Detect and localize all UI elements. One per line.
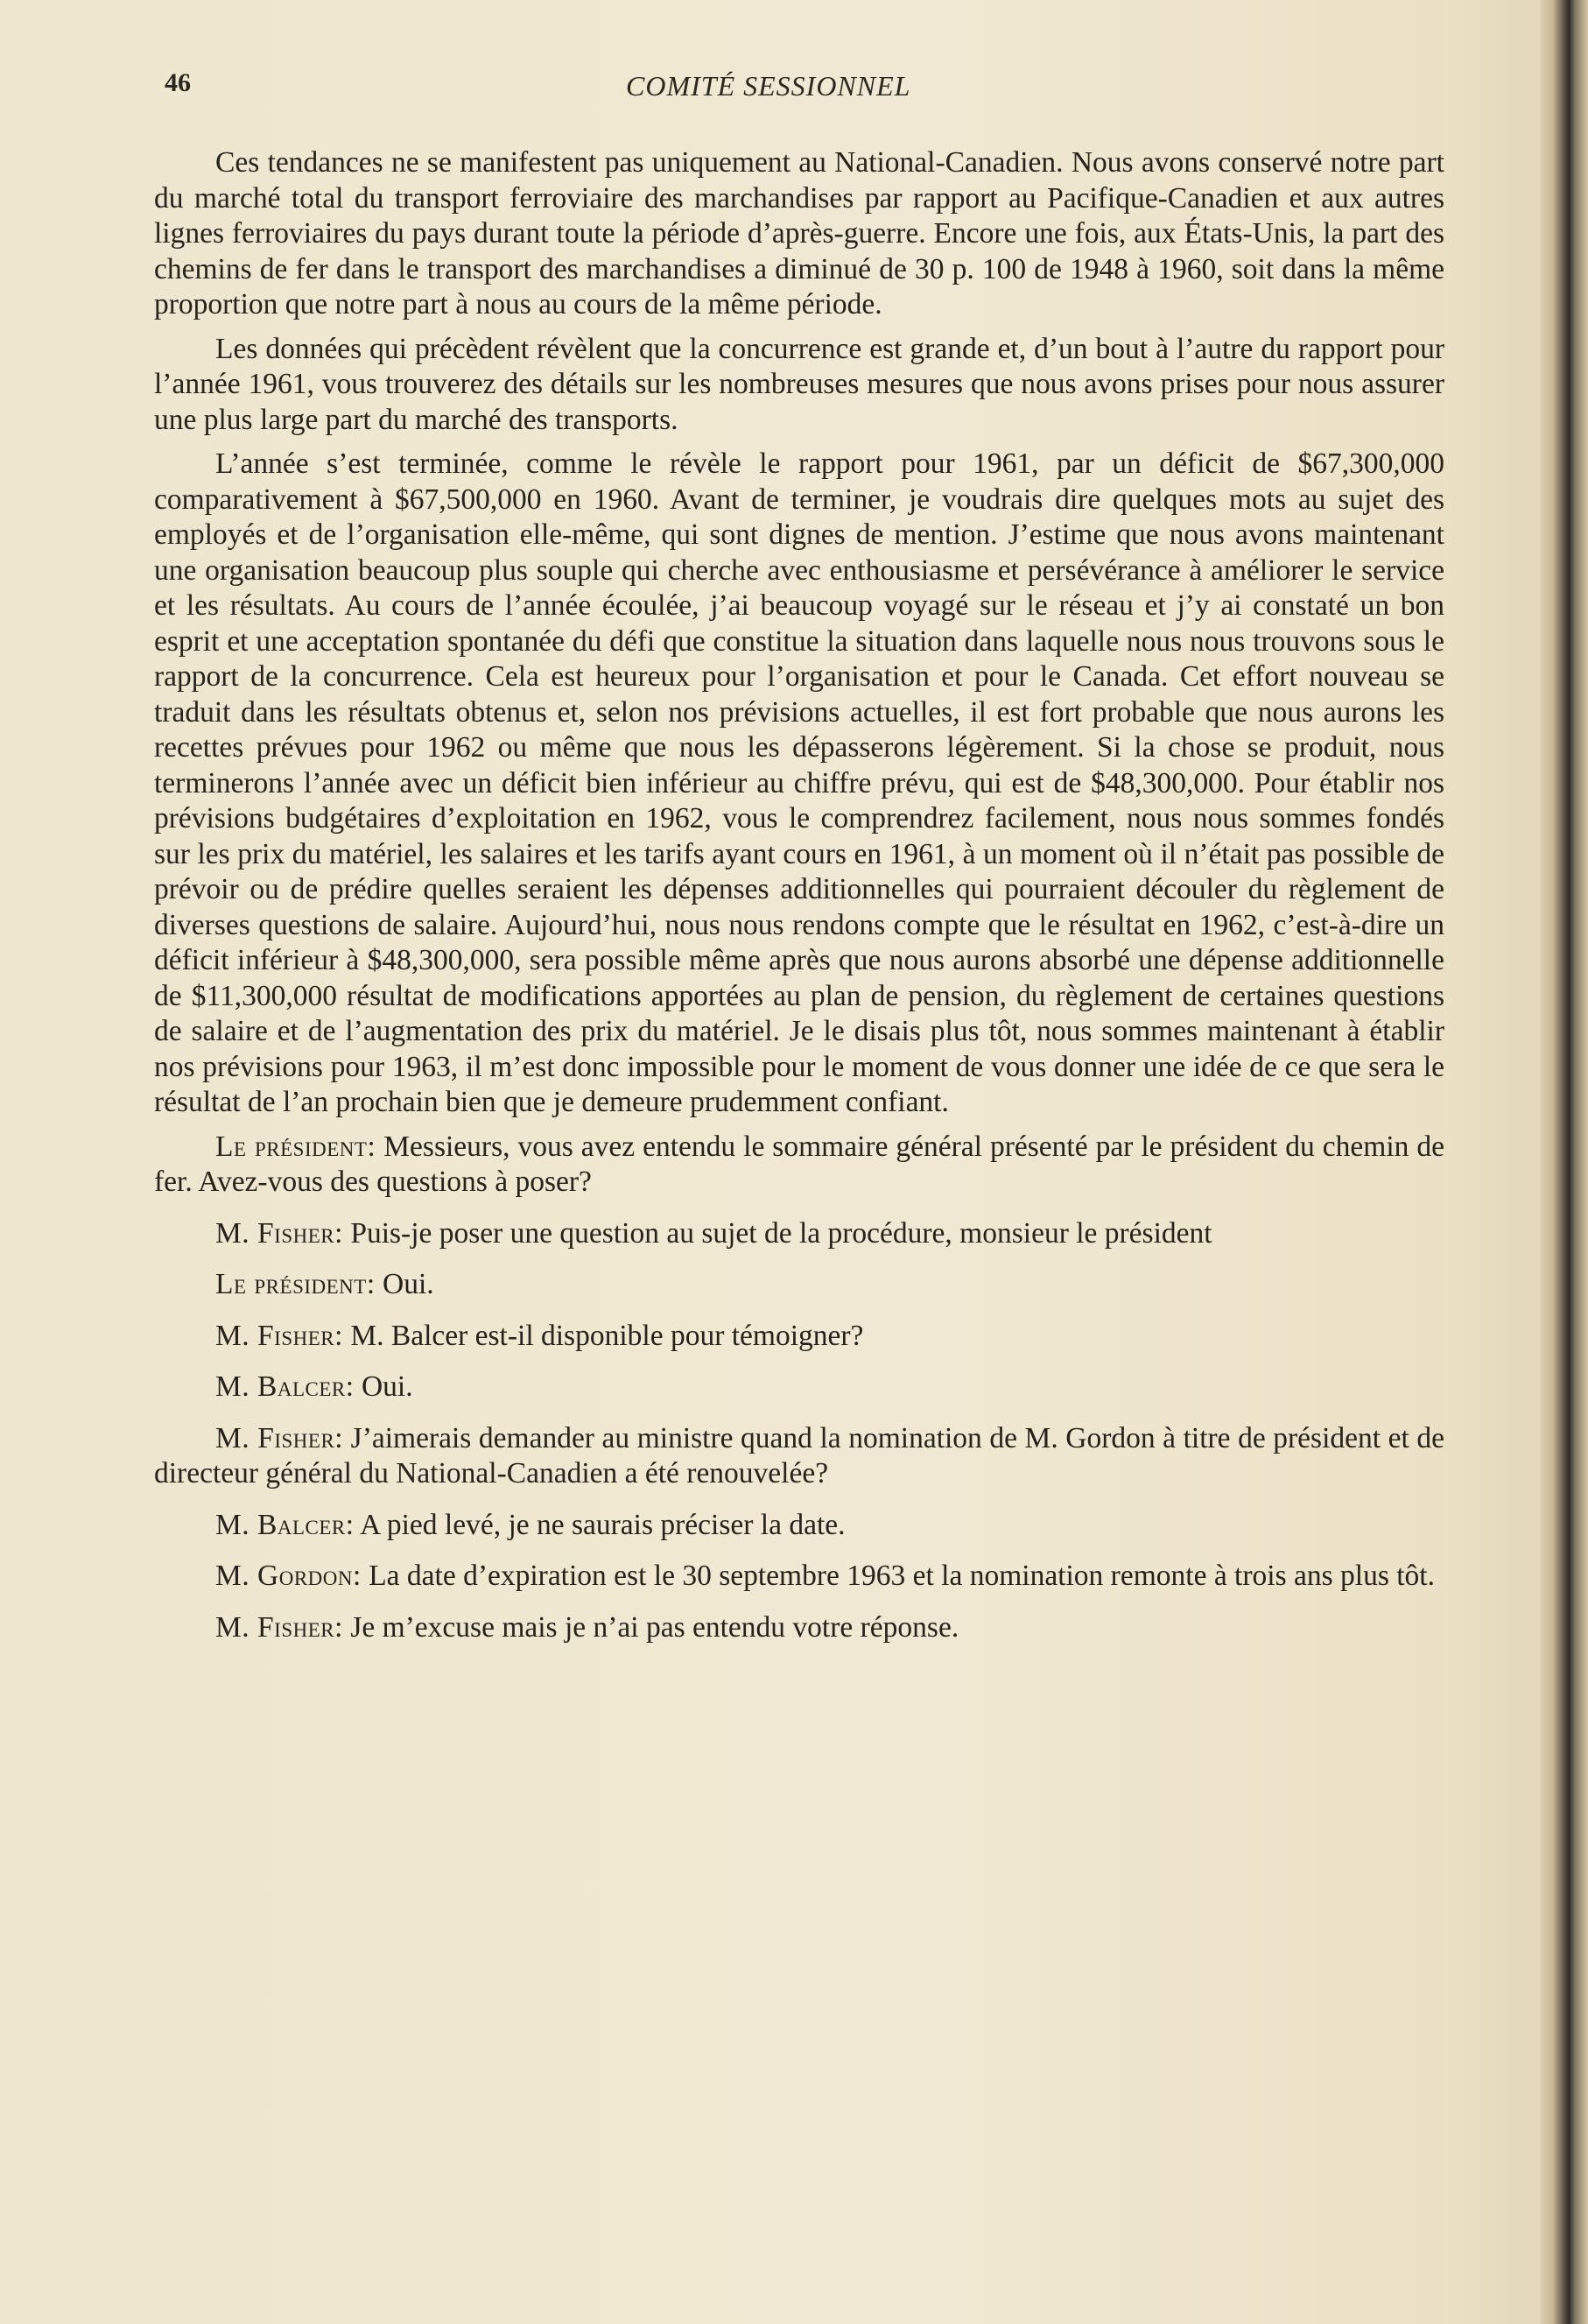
speech-text: M. Balcer est-il disponible pour témoigner? <box>350 1319 864 1352</box>
speech-text: Puis-je poser une question au sujet de la procédure, monsieur le président <box>350 1216 1212 1250</box>
book-binding-edge <box>1541 0 1588 2324</box>
speaker-name: M. Fisher: <box>215 1319 343 1352</box>
paragraph: L’année s’est terminée, comme le révèle le rapport pour 1961, par un déficit de $67,300,000 comparativement à $67,500,000 en 1960. Avant de terminer, je voudrais dire quelques mots au sujet des employés et de l’organisation elle-même, qui sont dignes de mention. J’estime que nous avons maintenant une organisation beaucoup plus souple qui cherche avec enthousiasme et persévérance à améliorer le service et les résultats. Au cours de l’année écoulée, j’ai beaucoup voyagé sur le réseau et j’y ai constaté un bon esprit et une acceptation spontanée du défi que constitue la situation dans laquelle nous nous trouvons sous le rapport de la concurrence. Cela est heureux pour l’organisation et pour le Canada. Cet effort nouveau se traduit dans les résultats obtenus et, selon nos prévisions actuelles, il est fort probable que nous aurons les recettes prévues pour 1962 ou même que nous les dépasserons légèrement. Si la chose se produit, nous terminerons l’année avec un déficit bien inférieur au chiffre prévu, qui est de $48,300,000. Pour établir nos prévisions budgétaires d’exploitation en 1962, vous le comprendrez facilement, nous nous sommes fondés sur les prix du matériel, les salaires et les tarifs ayant cours en 1961, à un moment où il n’était pas possible de prévoir ou de prédire quelles seraient les dépenses additionnelles qui pourraient découler du règlement de diverses questions de salaire. Aujourd’hui, nous nous rendons compte que le résultat en 1962, c’est-à-dire un déficit inférieur à $48,300,000, sera possible même après que nous aurons absorbé une dépense additionnelle de $11,300,000 résultat de modifications apportées au plan de pension, du règlement de certaines questions de salaire et de l’augmentation des prix du matériel. Je le disais plus tôt, nous sommes maintenant à établir nos prévisions pour 1963, il m’est donc impossible pour le moment de vous donner une idée de ce que sera le résultat de l’an prochain bien que je demeure prudemment confiant. <box>154 447 1444 1118</box>
speaker-name: Le président: <box>215 1268 376 1300</box>
dialogue-entry <box>154 1267 1444 1303</box>
speaker-name: M. Balcer: <box>215 1370 355 1403</box>
speech-text: A pied levé, je ne saurais préciser la date. <box>360 1508 846 1541</box>
paragraph: Les données qui précèdent révèlent que la concurrence est grande et, d’un bout à l’autre du rapport pour l’année 1961, vous trouverez des détails sur les nombreuses mesures que nous avons prises pour nous assurer une plus large part du marché des transports. <box>154 332 1444 436</box>
speaker-name: M. Balcer: <box>215 1508 355 1541</box>
speech-text: Oui. <box>383 1268 434 1300</box>
page-number: 46 <box>165 68 191 97</box>
speech-text: La date d’expiration est le 30 septembre 1963 et la nomination remonte à trois ans plus tôt. <box>369 1560 1435 1592</box>
speaker-name: M. Gordon: <box>215 1560 362 1592</box>
paragraph: Ces tendances ne se manifestent pas uniquement au National-Canadien. Nous avons conservé notre part du marché total du transport ferroviaire des marchandises par rapport au Pacifique-Canadien et aux autres lignes ferroviaires du pays durant toute la période d’après-guerre. Encore une fois, aux États-Unis, la part des chemins de fer dans le transport des marchandises a diminué de 30 p. 100 de 1948 à 1960, soit dans la même proportion que notre part à nous au cours de la même période. <box>154 146 1444 320</box>
running-head: COMITÉ SESSIONNEL <box>626 70 911 102</box>
speaker-name: M. Fisher: <box>215 1610 343 1644</box>
dialogue-entry <box>154 1559 1444 1595</box>
speech-text: Messieurs, vous avez entendu le sommaire général présenté par le président du chemin de fer. Avez-vous des questions à poser? <box>154 1130 1444 1198</box>
speaker-name: Le président: <box>215 1130 376 1163</box>
speech-text: Je m’excuse mais je n’ai pas entendu votre réponse. <box>350 1610 959 1644</box>
dialogue-entry <box>154 1610 1444 1646</box>
speaker-name: M. Fisher: <box>215 1421 344 1454</box>
speaker-name: M. Fisher: <box>215 1216 343 1250</box>
speech-text: J’aimerais demander au ministre quand la nomination de M. Gordon à titre de président et de directeur général du National-Canadien a été renouvelée? <box>154 1421 1444 1489</box>
body-text <box>154 145 1444 1661</box>
speech-text: Oui. <box>361 1370 413 1403</box>
dialogue-entry <box>154 1508 1444 1544</box>
dialogue-entry <box>154 1370 1444 1405</box>
dialogue-entry <box>154 1216 1444 1252</box>
dialogue-entry <box>154 1319 1444 1355</box>
dialogue-entry <box>154 1130 1444 1201</box>
dialogue-entry <box>154 1421 1444 1492</box>
page-header <box>0 68 1558 112</box>
